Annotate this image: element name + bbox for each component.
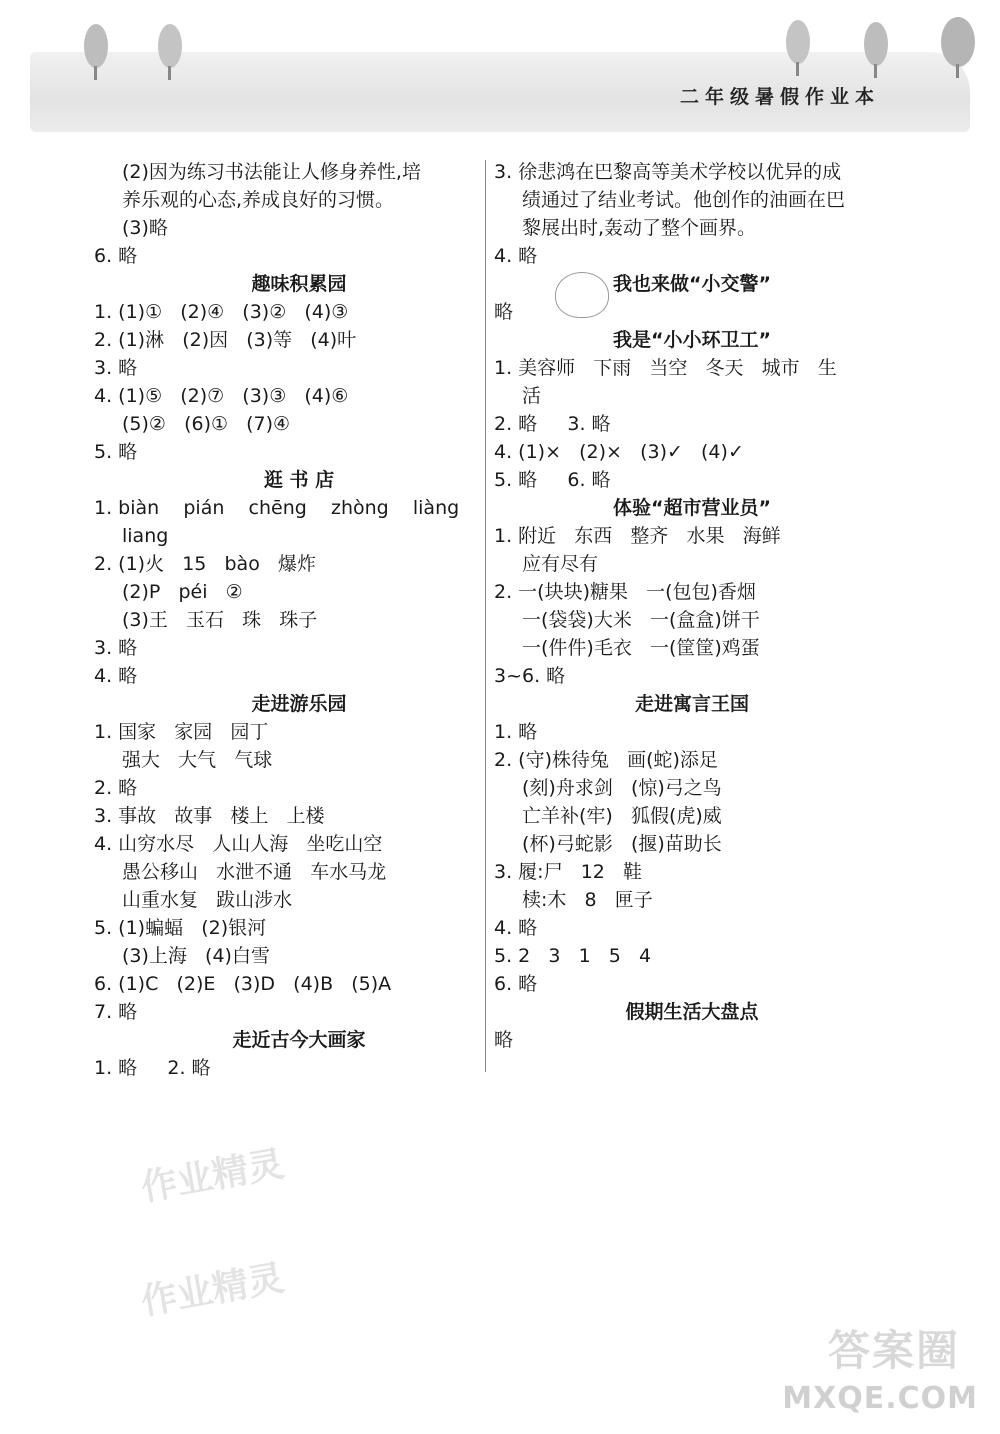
- watermark: 作业精灵: [138, 1257, 288, 1324]
- logo-url: MXQE.COM: [782, 1381, 978, 1416]
- answer-line: 1. 略: [494, 721, 538, 743]
- section-title: 走进游乐园: [251, 693, 347, 715]
- answer-line: 黎展出时,轰动了整个画界。: [522, 217, 757, 239]
- answer-line: liang: [122, 525, 169, 547]
- answer-line: 1. biàn pián chēng zhòng liàng: [94, 497, 460, 519]
- answer-line: (3)王 玉石 珠 珠子: [122, 609, 318, 631]
- answer-line: 强大 大气 气球: [122, 749, 273, 771]
- section-title: 我也来做“小交警”: [613, 273, 771, 295]
- tree-icon: [152, 22, 188, 82]
- section-title: 走进寓言王国: [634, 693, 749, 715]
- answer-line: 3. 履:尸 12 鞋: [494, 861, 642, 883]
- answer-line: (3)略: [122, 217, 168, 239]
- page-title: 二年级暑假作业本: [679, 86, 880, 108]
- answer-line: 愚公移山 水泄不通 车水马龙: [122, 861, 387, 883]
- left-column: [94, 158, 474, 1082]
- section-title: 逛 书 店: [263, 469, 335, 491]
- answer-line: 1. 附近 东西 整齐 水果 海鲜: [494, 525, 781, 547]
- tree-icon: [858, 20, 894, 80]
- answer-line: (2)P péi ②: [122, 581, 243, 603]
- tree-icon: [936, 14, 980, 80]
- answer-line: 5. 略 6. 略: [494, 469, 611, 491]
- answer-line: 略: [494, 1029, 514, 1051]
- section-title: 我是“小小环卫工”: [613, 329, 771, 351]
- answer-line: 4. 山穷水尽 人山人海 坐吃山空: [94, 833, 383, 855]
- answer-line: 5. 2 3 1 5 4: [494, 945, 652, 967]
- answer-line: 2. (1)火 15 bào 爆炸: [94, 553, 316, 575]
- answer-line: 椟:木 8 匣子: [522, 889, 653, 911]
- answer-line: 一(件件)毛衣 一(筐筐)鸡蛋: [522, 637, 760, 659]
- answer-line: 应有尽有: [522, 553, 599, 575]
- column-divider: [485, 160, 486, 1072]
- answer-line: 4. 略: [494, 917, 538, 939]
- tree-icon: [780, 18, 816, 78]
- answer-line: 3~6. 略: [494, 665, 566, 687]
- answer-line: 亡羊补(牢) 狐假(虎)威: [522, 805, 722, 827]
- section-title: 体验“超市营业员”: [613, 497, 771, 519]
- answer-line: 5. (1)蝙蝠 (2)银河: [94, 917, 267, 939]
- answer-line: 1. 略 2. 略: [94, 1057, 211, 1079]
- watermark: 作业精灵: [138, 1143, 288, 1210]
- logo-text: 答案圈: [827, 1326, 960, 1375]
- tree-icon: [78, 22, 114, 82]
- answer-line: 6. 略: [494, 973, 538, 995]
- answer-line: 6. (1)C (2)E (3)D (4)B (5)A: [94, 973, 392, 995]
- answer-line: 3. 徐悲鸿在巴黎高等美术学校以优异的成: [494, 161, 842, 183]
- answer-line: 2. 一(块块)糖果 一(包包)香烟: [494, 581, 756, 603]
- answer-line: 略: [494, 301, 514, 323]
- answer-line: 2. (守)株待兔 画(蛇)添足: [494, 749, 718, 771]
- answer-line: 7. 略: [94, 1001, 138, 1023]
- stamp-icon: [555, 272, 609, 318]
- answer-line: 2. (1)淋 (2)因 (3)等 (4)叶: [94, 329, 357, 351]
- answer-line: 活: [522, 385, 542, 407]
- answer-line: 2. 略: [94, 777, 138, 799]
- answer-line: 4. (1)⑤ (2)⑦ (3)③ (4)⑥: [94, 385, 349, 407]
- answer-line: 绩通过了结业考试。他创作的油画在巴: [522, 189, 846, 211]
- answer-line: 养乐观的心态,养成良好的习惯。: [122, 189, 395, 211]
- answer-line: 一(袋袋)大米 一(盒盒)饼干: [522, 609, 760, 631]
- answer-line: 1. 美容师 下雨 当空 冬天 城市 生: [494, 357, 837, 379]
- answer-line: (杯)弓蛇影 (揠)苗助长: [522, 833, 722, 855]
- section-title: 走近古今大画家: [232, 1029, 366, 1051]
- answer-line: 1. 国家 家园 园丁: [94, 721, 269, 743]
- answer-line: (刻)舟求剑 (惊)弓之鸟: [522, 777, 722, 799]
- section-title: 趣味积累园: [251, 273, 347, 295]
- answer-line: (2)因为练习书法能让人修身养性,培: [122, 161, 421, 183]
- answer-line: 6. 略: [94, 245, 138, 267]
- answer-line: 4. 略: [94, 665, 138, 687]
- answer-line: 2. 略 3. 略: [494, 413, 611, 435]
- answer-line: 3. 略: [94, 637, 138, 659]
- answer-line: (5)② (6)① (7)④: [122, 413, 291, 435]
- answer-line: 山重水复 跋山涉水: [122, 889, 293, 911]
- answer-line: (3)上海 (4)白雪: [122, 945, 270, 967]
- answer-line: 4. (1)× (2)× (3)✓ (4)✓: [494, 441, 744, 463]
- answer-line: 1. (1)① (2)④ (3)② (4)③: [94, 301, 349, 323]
- answer-line: 5. 略: [94, 441, 138, 463]
- answer-line: 3. 略: [94, 357, 138, 379]
- page-header: [30, 0, 1000, 140]
- answer-line: 3. 事故 故事 楼上 上楼: [94, 805, 325, 827]
- right-column: [494, 158, 890, 1054]
- answer-line: 4. 略: [494, 245, 538, 267]
- section-title: 假期生活大盘点: [625, 1001, 759, 1023]
